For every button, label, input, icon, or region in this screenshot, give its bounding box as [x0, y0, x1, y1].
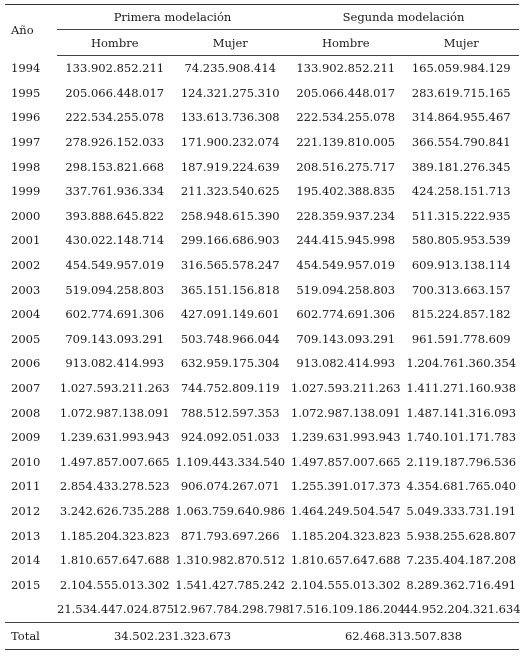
value-cell: 1.541.427.785.242 [175, 577, 286, 592]
table-row [5, 572, 519, 597]
year-cell: 2011 [11, 479, 41, 494]
value-cell: 8.289.362.716.491 [406, 577, 517, 592]
table-row [5, 130, 519, 155]
year-cell: 2001 [11, 233, 41, 248]
value-cell: 1.027.593.211.263 [290, 381, 401, 396]
value-cell: 424.258.151.713 [411, 184, 511, 199]
value-cell: 1.072.987.138.091 [290, 405, 401, 420]
value-cell: 511.315.222.935 [411, 208, 511, 223]
subtotal-row [5, 597, 519, 622]
value-cell: 228.359.937.234 [296, 208, 396, 223]
value-cell: 632.959.175.304 [180, 356, 280, 371]
year-cell: 2008 [11, 405, 41, 420]
page [0, 4, 524, 657]
year-cell: 2004 [11, 307, 41, 322]
value-cell: 580.805.953.539 [411, 233, 511, 248]
value-cell: 602.774.691.306 [65, 307, 165, 322]
value-cell: 1.487.141.316.093 [406, 405, 517, 420]
year-cell: 2002 [11, 258, 41, 273]
value-cell: 1.464.249.504.547 [290, 503, 401, 518]
value-cell: 4.354.681.765.040 [406, 479, 517, 494]
value-cell: 244.415.945.998 [296, 233, 396, 248]
total-primera: 34.502.231.323.673 [57, 622, 288, 649]
value-cell: 1.810.657.647.688 [290, 553, 401, 568]
value-cell: 1.411.271.160.938 [406, 381, 517, 396]
table-row [5, 351, 519, 376]
total-segunda: 62.468.313.507.838 [288, 622, 519, 649]
value-cell: 1.109.443.334.540 [175, 454, 286, 469]
value-cell: 609.913.138.114 [411, 258, 511, 273]
value-cell: 133.613.736.308 [180, 110, 280, 125]
table-row [5, 253, 519, 278]
value-cell: 211.323.540.625 [180, 184, 280, 199]
table-row [5, 450, 519, 475]
year-cell: 1994 [11, 61, 41, 76]
table-row [5, 56, 519, 81]
value-cell: 2.119.187.796.536 [406, 454, 517, 469]
year-cell: 1997 [11, 135, 41, 150]
value-cell: 744.752.809.119 [180, 381, 280, 396]
subtotal-cell: 44.952.204.321.634 [403, 602, 521, 617]
value-cell: 337.761.936.334 [65, 184, 165, 199]
value-cell: 1.810.657.647.688 [59, 553, 170, 568]
value-cell: 913.082.414.993 [296, 356, 396, 371]
subtotal-cell: 21.534.447.024.875 [57, 602, 175, 617]
value-cell: 316.565.578.247 [180, 258, 280, 273]
year-cell: 2013 [11, 528, 41, 543]
year-cell: 2003 [11, 282, 41, 297]
table-header [5, 5, 519, 56]
value-cell: 1.185.204.323.823 [59, 528, 170, 543]
value-cell: 314.864.955.467 [411, 110, 511, 125]
value-cell: 1.204.761.360.354 [406, 356, 517, 371]
table-row [5, 154, 519, 179]
value-cell: 208.516.275.717 [296, 159, 396, 174]
value-cell: 700.313.663.157 [411, 282, 511, 297]
table-row [5, 81, 519, 106]
value-cell: 1.255.391.017.373 [290, 479, 401, 494]
table-row [5, 327, 519, 352]
table-row [5, 105, 519, 130]
table-row [5, 204, 519, 229]
year-cell: 2006 [11, 356, 41, 371]
value-cell: 519.094.258.803 [65, 282, 165, 297]
value-cell: 961.591.778.609 [411, 331, 511, 346]
value-cell: 1.239.631.993.943 [290, 430, 401, 445]
value-cell: 5.049.333.731.191 [406, 503, 517, 518]
segunda-modelacion-header: Segunda modelación [288, 5, 519, 30]
year-cell: 1999 [11, 184, 41, 199]
value-cell: 283.619.715.165 [411, 85, 511, 100]
total-row [5, 622, 519, 649]
value-cell: 258.948.615.390 [180, 208, 280, 223]
modelacion-table [5, 4, 519, 650]
value-cell: 1.027.593.211.263 [59, 381, 170, 396]
value-cell: 171.900.232.074 [180, 135, 280, 150]
year-cell: 2010 [11, 454, 41, 469]
year-cell: 2012 [11, 503, 41, 518]
value-cell: 1.497.857.007.665 [290, 454, 401, 469]
value-cell: 427.091.149.601 [180, 307, 280, 322]
value-cell: 205.066.448.017 [296, 85, 396, 100]
value-cell: 430.022.148.714 [65, 233, 165, 248]
value-cell: 454.549.957.019 [296, 258, 396, 273]
value-cell: 205.066.448.017 [65, 85, 165, 100]
value-cell: 393.888.645.822 [65, 208, 165, 223]
value-cell: 133.902.852.211 [65, 61, 165, 76]
value-cell: 871.793.697.266 [180, 528, 280, 543]
table-body [5, 56, 519, 650]
hombre-header-1: Hombre [57, 30, 173, 56]
mujer-header-2: Mujer [404, 30, 520, 56]
table-row [5, 499, 519, 524]
year-cell: 2015 [11, 577, 41, 592]
year-cell: 1995 [11, 85, 41, 100]
value-cell: 1.063.759.640.986 [175, 503, 286, 518]
value-cell: 133.902.852.211 [296, 61, 396, 76]
value-cell: 74.235.908.414 [184, 61, 276, 76]
year-cell: 1996 [11, 110, 41, 125]
primera-modelacion-header: Primera modelación [57, 5, 288, 30]
table-row [5, 228, 519, 253]
table-row [5, 425, 519, 450]
value-cell: 2.104.555.013.302 [59, 577, 170, 592]
value-cell: 365.151.156.818 [180, 282, 280, 297]
year-cell: 2014 [11, 553, 41, 568]
value-cell: 298.153.821.668 [65, 159, 165, 174]
value-cell: 913.082.414.993 [65, 356, 165, 371]
table-row [5, 302, 519, 327]
mujer-header-1: Mujer [173, 30, 289, 56]
year-cell: 2007 [11, 381, 41, 396]
value-cell: 2.854.433.278.523 [59, 479, 170, 494]
value-cell: 815.224.857.182 [411, 307, 511, 322]
value-cell: 221.139.810.005 [296, 135, 396, 150]
value-cell: 5.938.255.628.807 [406, 528, 517, 543]
value-cell: 1.310.982.870.512 [175, 553, 286, 568]
value-cell: 602.774.691.306 [296, 307, 396, 322]
table-row [5, 548, 519, 573]
subtotal-cell: 12.967.784.298.798 [172, 602, 290, 617]
value-cell: 165.059.984.129 [411, 61, 511, 76]
table-row [5, 523, 519, 548]
table-row [5, 400, 519, 425]
value-cell: 454.549.957.019 [65, 258, 165, 273]
total-label: Total [5, 622, 57, 649]
value-cell: 187.919.224.639 [180, 159, 280, 174]
value-cell: 519.094.258.803 [296, 282, 396, 297]
value-cell: 222.534.255.078 [65, 110, 165, 125]
value-cell: 1.740.101.171.783 [406, 430, 517, 445]
table-row [5, 277, 519, 302]
value-cell: 299.166.686.903 [180, 233, 280, 248]
value-cell: 222.534.255.078 [296, 110, 396, 125]
value-cell: 366.554.790.841 [411, 135, 511, 150]
value-cell: 503.748.966.044 [180, 331, 280, 346]
year-column-header: Año [11, 23, 34, 38]
value-cell: 195.402.388.835 [296, 184, 396, 199]
value-cell: 2.104.555.013.302 [290, 577, 401, 592]
value-cell: 1.497.857.007.665 [59, 454, 170, 469]
table-row [5, 474, 519, 499]
value-cell: 278.926.152.033 [65, 135, 165, 150]
year-cell: 2009 [11, 430, 41, 445]
value-cell: 1.185.204.323.823 [290, 528, 401, 543]
table-row [5, 376, 519, 401]
value-cell: 124.321.275.310 [180, 85, 280, 100]
value-cell: 1.239.631.993.943 [59, 430, 170, 445]
value-cell: 788.512.597.353 [180, 405, 280, 420]
value-cell: 389.181.276.345 [411, 159, 511, 174]
value-cell: 709.143.093.291 [65, 331, 165, 346]
value-cell: 7.235.404.187.208 [406, 553, 517, 568]
value-cell: 906.074.267.071 [180, 479, 280, 494]
value-cell: 709.143.093.291 [296, 331, 396, 346]
subtotal-cell: 17.516.109.186.204 [288, 602, 406, 617]
value-cell: 3.242.626.735.288 [59, 503, 170, 518]
value-cell: 1.072.987.138.091 [59, 405, 170, 420]
year-cell: 2005 [11, 331, 41, 346]
value-cell: 924.092.051.033 [180, 430, 280, 445]
table-row [5, 179, 519, 204]
year-cell: 2000 [11, 208, 41, 223]
subtotal-year-cell [5, 597, 57, 622]
hombre-header-2: Hombre [288, 30, 404, 56]
year-cell: 1998 [11, 159, 41, 174]
